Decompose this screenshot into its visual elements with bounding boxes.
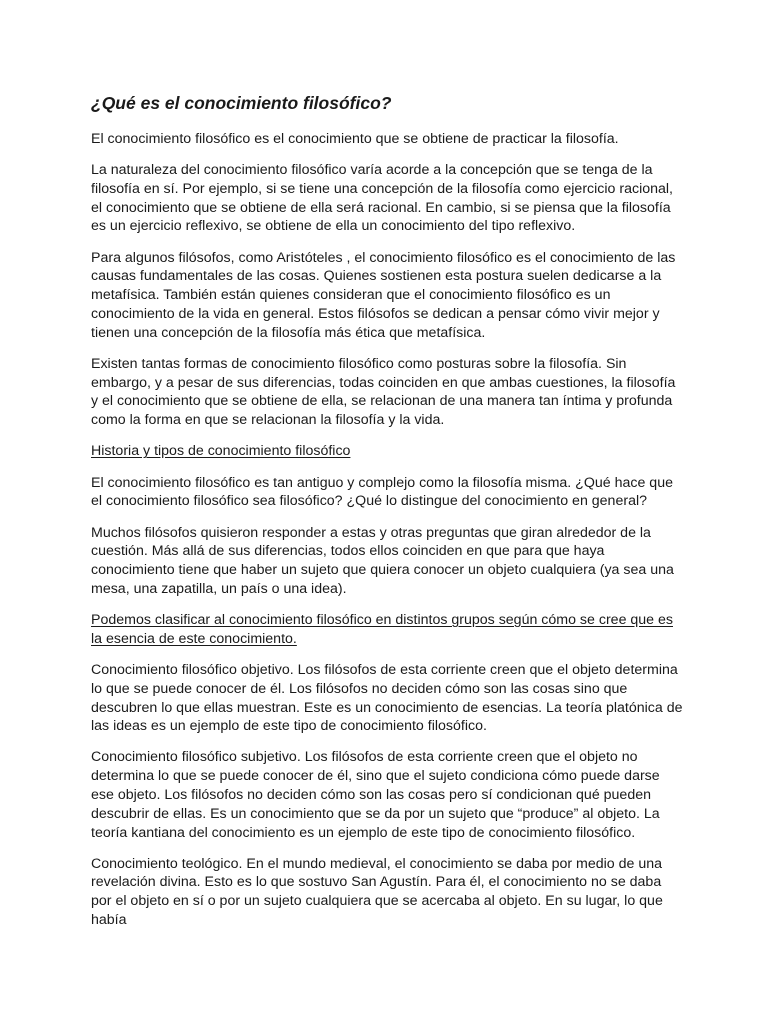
paragraph-aristotle: Para algunos filósofos, como Aristóteles , el conocimiento filosófico es el conocimiento de las causas fundamentales de las cosas. Quienes sostienen esta postura suelen dedicarse a la metafísica. También están quienes consideran que el conocimiento filosófico es un conocimiento de la vida en general. Estos filósofos se dedican a pensar cómo vivir mejor y tienen una concepción de la filosofía más ética que metafísica. [91,249,676,341]
paragraph-history: El conocimiento filosófico es tan antiguo y complejo como la filosofía misma. ¿Qué hace que el conocimiento filosófico sea filosófico? ¿Qué lo distingue del conocimiento en general? [91,474,673,510]
document-page [91,90,683,942]
type-subjective: Conocimiento filosófico subjetivo. Los filósofos de esta corriente creen que el objeto no determina lo que se puede conocer de él, sino que el sujeto condiciona cómo puede darse ese objeto. Los filósofos no deciden cómo son las cosas pero sí condicionan qué pueden descubrir de ellas. Es un conocimiento que se da por un sujeto que “produce” al objeto. La teoría kantiana del conocimiento es un ejemplo de este tipo de conocimiento filosófico. [91,749,660,841]
paragraph-forms: Existen tantas formas de conocimiento filosófico como posturas sobre la filosofía. Sin embargo, y a pesar de sus diferencias, todas coinciden en que ambas cuestiones, la filosofía y el conocimiento que se obtiene de ella, se relacionan de una manera tan íntima y profunda como la forma en que se relacionan la filosofía y la vida. [91,355,676,429]
type-theological: Conocimiento teológico. En el mundo medieval, el conocimiento se daba por medio de una revelación divina. Esto es lo que sostuvo San Agustín. Para él, el conocimiento no se daba por el objeto en sí o por un sujeto cualquiera que se acercaba al objeto. En su lugar, lo que había [91,855,663,929]
paragraph-philosophers: Muchos filósofos quisieron responder a estas y otras preguntas que giran alrededor de la cuestión. Más allá de sus diferencias, todos ellos coinciden en que para que haya conocimiento tiene que haber un sujeto que quiera conocer un objeto cualquiera (ya sea una mesa, una zapatilla, un país o una idea). [91,524,674,597]
classification-intro: Podemos clasificar al conocimiento filosófico en distintos grupos según cómo se cree que es la esencia de este conocimiento. [91,612,673,647]
page-title: ¿Qué es el conocimiento filosófico? [91,93,392,113]
paragraph-nature: La naturaleza del conocimiento filosófico varía acorde a la concepción que se tenga de la filosofía en sí. Por ejemplo, si se tiene una concepción de la filosofía como ejercicio racional, el conocimiento que se obtiene de ella será racional. En cambio, si se piensa que la filosofía es un ejercicio reflexivo, se obtiene de ella un conocimiento del tipo reflexivo. [91,162,673,235]
section-heading-history: Historia y tipos de conocimiento filosófico [91,443,351,460]
paragraph-definition: El conocimiento filosófico es el conocimiento que se obtiene de practicar la filosofía. [91,131,619,147]
type-objective: Conocimiento filosófico objetivo. Los filósofos de esta corriente creen que el objeto determina lo que se puede conocer de él. Los filósofos no deciden cómo son las cosas sino que descubren lo que ellas muestran. Este es un conocimiento de esencias. La teoría platónica de las ideas es un ejemplo de este tipo de conocimiento filosófico. [91,661,683,735]
